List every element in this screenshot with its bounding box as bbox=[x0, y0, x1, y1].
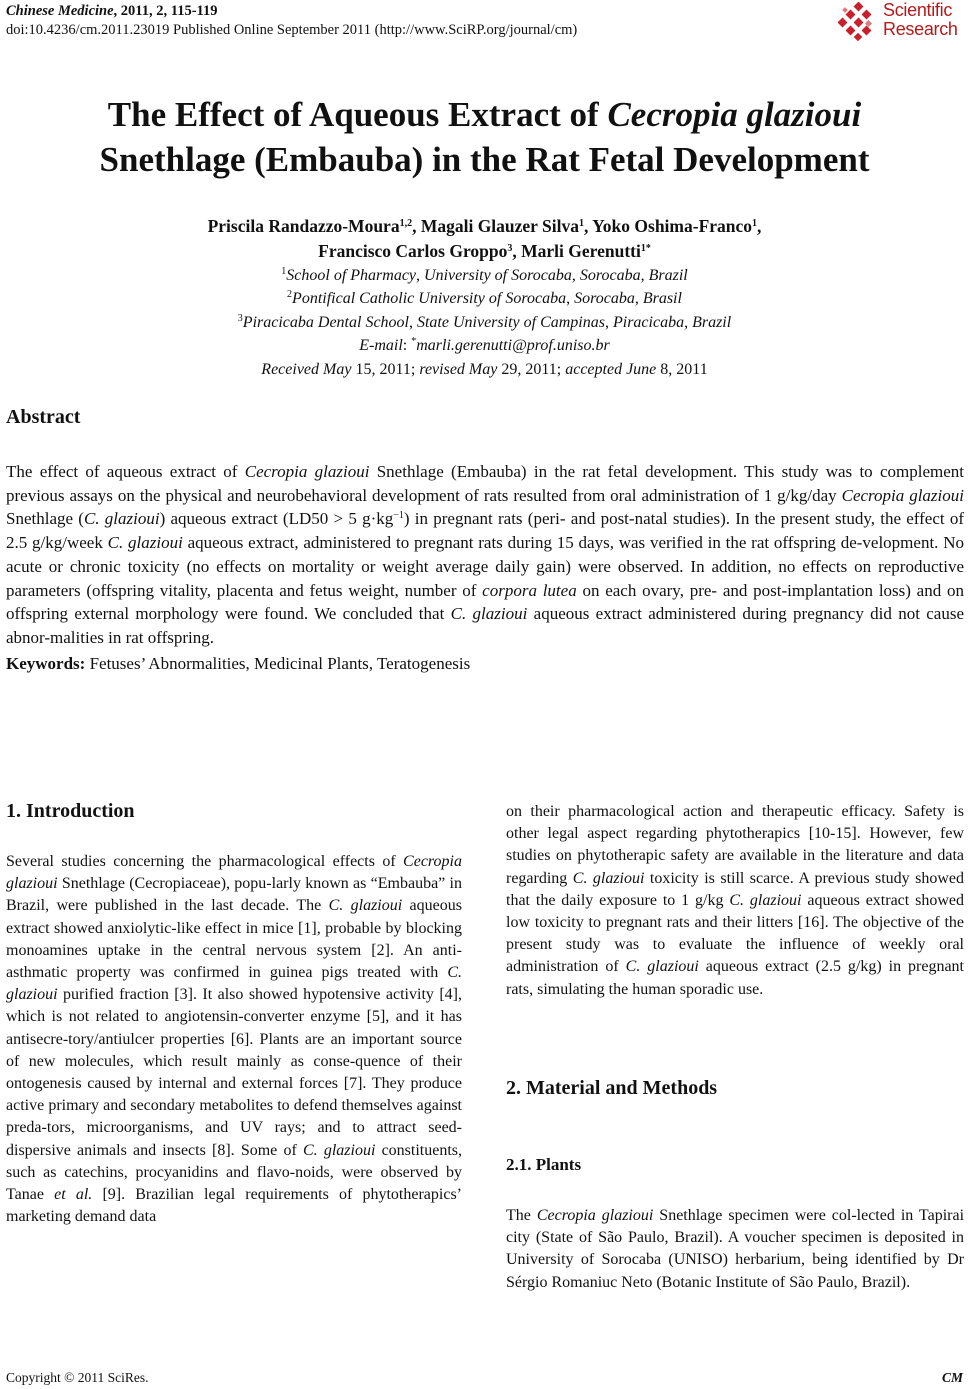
author-affil-sup: 1,2 bbox=[399, 218, 413, 229]
body-italic: C. glazioui bbox=[572, 869, 645, 887]
abstract-italic: C. glazioui bbox=[83, 509, 160, 529]
abstract-italic: Cecropia glazioui bbox=[841, 485, 964, 505]
running-header bbox=[6, 2, 577, 40]
publisher-name-line2: Research bbox=[883, 19, 958, 39]
paper-title bbox=[0, 92, 969, 182]
body-text: on their pharmacological action and therapeutic efficacy. Safety is other legal aspect regarding phytotherapics [10-15]. However, few studies on phytotherapic safety are available in the literature and data regarding bbox=[506, 803, 964, 887]
body-text: The bbox=[506, 1207, 537, 1224]
body-italic: C. glazioui bbox=[6, 964, 462, 1004]
abstract-heading: Abstract bbox=[6, 406, 81, 428]
journal-name: Chinese Medicine bbox=[6, 3, 114, 19]
author-name: , Yoko Oshima-Franco bbox=[583, 216, 753, 236]
title-text-a: The Effect of Aqueous Extract of bbox=[107, 95, 608, 134]
body-text: aqueous extract (2.5 g/kg) in pregnant rats, simulating the human sporadic use. bbox=[506, 958, 964, 998]
author-name: , Marli Gerenutti bbox=[512, 241, 641, 261]
section-heading-introduction: 1. Introduction bbox=[6, 800, 135, 822]
author-list bbox=[0, 214, 969, 264]
affil-part: School of Pharmacy bbox=[286, 267, 417, 284]
journal-citation bbox=[6, 2, 577, 21]
footer-journal-abbr: CM bbox=[941, 1370, 963, 1385]
abstract-text: ) in pregnant rats (peri- and post-natal studies). In the present study, the effect of 2.5 g/kg/week bbox=[6, 509, 965, 553]
title-line-2: Snethlage (Embauba) in the Rat Fetal Development bbox=[99, 140, 870, 179]
accepted-date: 8, 2011 bbox=[656, 360, 708, 378]
abstract-text: Snethlage (Embauba) in the rat fetal development. This study was to complement previous assays on the physical and neurobehavioral development of rats resulted from oral administration of 1 g/kg/day bbox=[6, 462, 964, 505]
email-line: E-mail: *marli.gerenutti@prof.uniso.br bbox=[359, 336, 610, 355]
author-name: Francisco Carlos Groppo bbox=[318, 241, 508, 261]
body-italic: Cecropia glazioui bbox=[536, 1207, 654, 1224]
author-affil-sup: 1* bbox=[640, 243, 651, 254]
abstract-italic: C. glazioui bbox=[107, 533, 183, 553]
email-sup: * bbox=[411, 336, 417, 348]
abstract-italic: corpora lutea bbox=[482, 580, 577, 600]
author-affil-sup: 3 bbox=[507, 243, 513, 254]
body-text: toxicity is still scarce. A previous study showed that the daily exposure to 1 g/kg bbox=[506, 869, 965, 909]
authors-line-2 bbox=[0, 239, 969, 264]
body-italic: C. glazioui bbox=[625, 958, 699, 976]
publisher-name-line1: Scientific bbox=[883, 0, 953, 20]
scientific-research-logo-icon bbox=[838, 2, 878, 42]
abstract-text: aqueous extract administered during pregnancy did not cause abnor-malities in rat offspring. bbox=[6, 604, 965, 647]
title-species: Cecropia glazioui bbox=[607, 95, 862, 134]
body-italic: C. glazioui bbox=[729, 891, 802, 909]
section-heading-methods: 2. Material and Methods bbox=[506, 1077, 718, 1099]
body-text: aqueous extract showed low toxicity to pregnant rats and their litters [16]. The objective of the present study was to evaluate the influence of weekly oral administration of bbox=[506, 891, 964, 976]
intro-column-right bbox=[506, 801, 964, 1001]
body-text: Snethlage (Cecropiaceae), popu-larly known as “Embauba” in Brazil, were published in the last decade. The bbox=[6, 875, 462, 915]
received-line bbox=[0, 358, 969, 381]
body-italic: C. glazioui bbox=[302, 1141, 376, 1159]
body-text: [9]. Brazilian legal requirements of phytotherapics’ marketing demand data bbox=[6, 1186, 462, 1226]
abstract-text: Snethlage ( bbox=[6, 509, 84, 529]
affil-part: Brasil bbox=[642, 290, 682, 308]
affil-number: 1 bbox=[281, 266, 287, 277]
affil-number: 2 bbox=[287, 289, 293, 301]
body-italic: Cecropia glazioui bbox=[6, 853, 462, 893]
body-text: purified fraction [3]. It also showed hypotensive activity [4], which is not related to angiotensin-converter enzyme [5], and it has antisecre-tory/antiulcer properties [6]. Plants are an important source of new molecules, which result mainly as conse-quence of their ontogenesis caused by internal and external forces [7]. They produce active primary and secondary metabolites to defend themselves against preda-tors, microorganisms, and UV rays; and to attract seed-dispersive animals and insects [8]. Some of bbox=[6, 986, 462, 1159]
revised-date: 29, 2011; bbox=[497, 360, 566, 378]
abstract-italic: C. glazioui bbox=[450, 604, 528, 624]
revised-label: revised May bbox=[419, 360, 498, 378]
body-text: Several studies concerning the pharmacological effects of bbox=[6, 853, 404, 870]
affil-part: Brazil bbox=[648, 267, 688, 284]
abstract-body bbox=[6, 460, 964, 650]
authors-line-1 bbox=[0, 214, 969, 239]
affiliation-2: $^2$Pontifical Catholic University of Sorocaba, Sorocaba, Brasil bbox=[287, 289, 682, 308]
affil-part: Sorocaba bbox=[579, 267, 641, 284]
received-date: 15, 2011; bbox=[351, 360, 420, 378]
affil-part: Brazil bbox=[692, 313, 732, 331]
keywords-text: Fetuses’ Abnormalities, Medicinal Plants, Teratogenesis bbox=[85, 654, 471, 673]
body-italic: et al. bbox=[54, 1186, 93, 1204]
abstract-text: on each ovary, pre- and post-implantation loss) and on offspring external morphology were found. We concluded that bbox=[6, 580, 964, 624]
abstract-text: The effect of aqueous extract of bbox=[6, 462, 245, 481]
title-line-1 bbox=[0, 92, 969, 137]
keywords bbox=[6, 654, 470, 674]
methods-plants-text bbox=[506, 1205, 964, 1294]
body-text: Snethlage specimen were col-lected in Tapirai city (State of São Paulo, Brazil). A voucher specimen is deposited in University of Sorocaba (UNISO) herbarium, being identified by Dr Sérgio Romaniuc Neto (Botanic Institute of São Paulo, Brazil). bbox=[506, 1207, 965, 1291]
affiliations bbox=[0, 264, 969, 381]
author-name: , Magali Glauzer Silva bbox=[412, 216, 579, 236]
accepted-label: accepted June bbox=[565, 360, 657, 378]
affil-number: 3 bbox=[237, 312, 243, 324]
affil-part: Pontifical Catholic University of Sorocaba bbox=[292, 290, 567, 308]
author-separator: , bbox=[757, 216, 762, 236]
received-label: Received May bbox=[261, 360, 352, 378]
abstract-text: ) aqueous extract (LD50 > 5 g·kg bbox=[159, 509, 394, 529]
email-link[interactable]: marli.gerenutti@prof.uniso.br bbox=[416, 337, 610, 355]
publisher-name bbox=[883, 1, 958, 39]
intro-column-left bbox=[6, 851, 462, 1228]
abstract-sup: −1 bbox=[393, 510, 404, 522]
author-affil-sup: 1 bbox=[578, 218, 584, 229]
body-text: constituents, such as catechins, procyanidins and flavo-noids, were observed by Tanae bbox=[6, 1141, 463, 1204]
body-text: aqueous extract showed anxiolytic-like effect in mice [1], probable by blocking monoamines uptake in the central nervous system [2]. An anti-asthmatic property was confirmed in guinea pigs treated with bbox=[6, 897, 462, 982]
affil-part: University of Sorocaba bbox=[424, 267, 572, 284]
affil-part: Piracicaba bbox=[612, 313, 685, 331]
affil-part: Piracicaba Dental School bbox=[242, 313, 409, 331]
author-name: Priscila Randazzo-Moura bbox=[207, 216, 400, 236]
abstract-italic: Cecropia glazioui bbox=[244, 462, 370, 481]
footer-copyright: Copyright © 2011 SciRes. bbox=[6, 1370, 149, 1385]
publisher-logo bbox=[838, 0, 963, 44]
affil-part: Sorocaba bbox=[574, 290, 635, 308]
affiliation-3: $^3$Piracicaba Dental School, State University of Campinas, Piracicaba, Brazil bbox=[237, 312, 732, 331]
doi-line: doi:10.4236/cm.2011.23019 Published Online September 2011 (http://www.SciRP.org/journal/cm) bbox=[6, 22, 578, 38]
body-italic: C. glazioui bbox=[328, 897, 403, 915]
affiliation-1: $^1$School of Pharmacy, University of Sorocaba, Sorocaba, Brazil bbox=[281, 266, 688, 284]
email-label: E-mail bbox=[359, 337, 403, 355]
volume-info: , 2011, 2, 115-119 bbox=[113, 3, 218, 19]
author-affil-sup: 1 bbox=[752, 218, 758, 229]
abstract-text: aqueous extract, administered to pregnant rats during 15 days, was verified in the rat offspring de-velopment. No acute or chronic toxicity (no effects on mortality or weight average daily gain) were observed. In addition, no effects on reproductive parameters (offspring vitality, placenta and fetus weight, number of bbox=[6, 533, 964, 600]
keywords-label: Keywords: bbox=[6, 654, 86, 673]
affil-part: State University of Campinas bbox=[416, 313, 605, 331]
subsection-heading-plants: 2.1. Plants bbox=[506, 1155, 582, 1174]
